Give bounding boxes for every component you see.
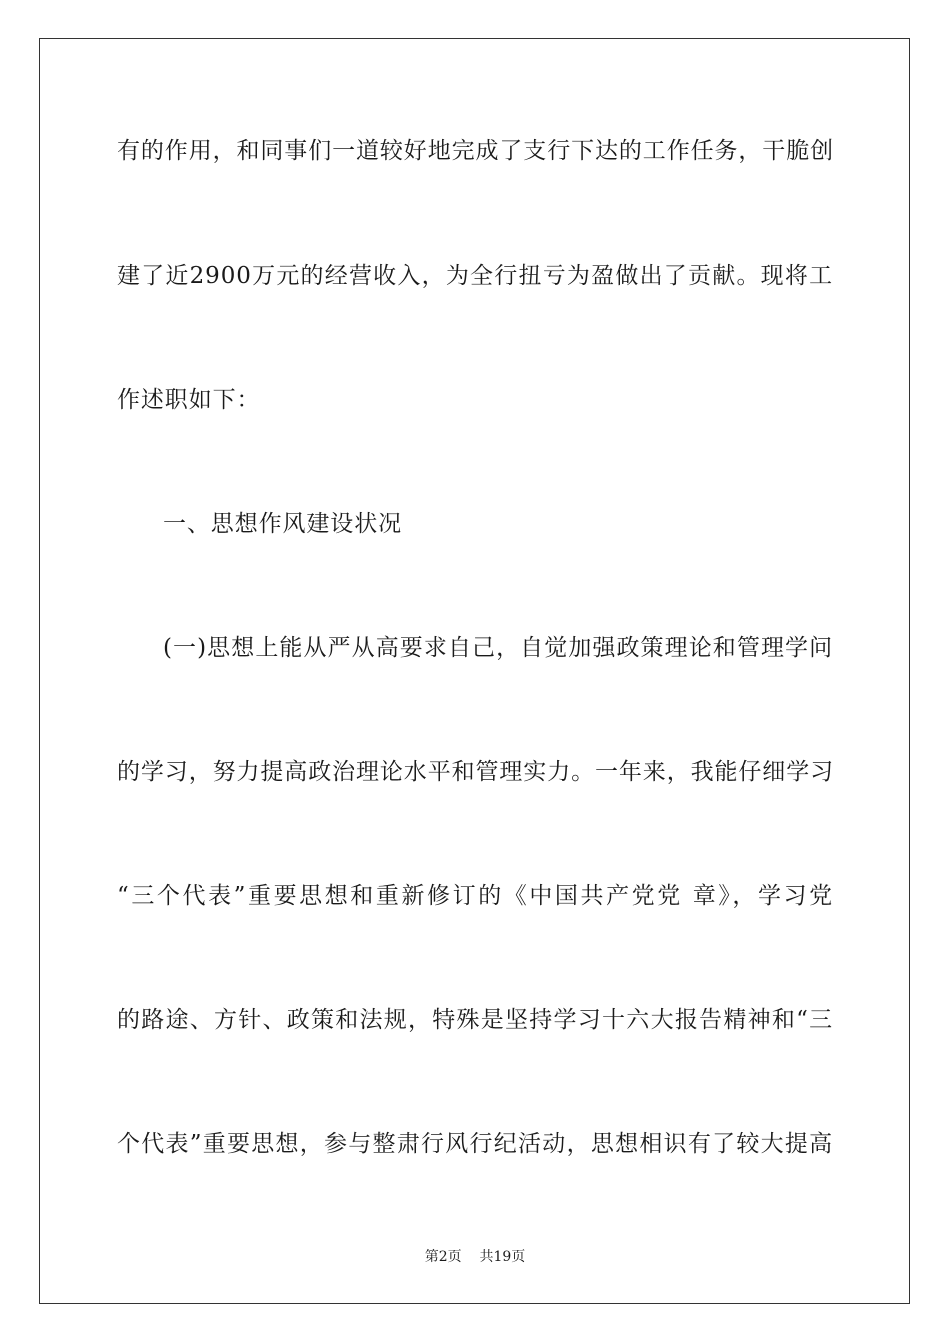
text-line-3: 作述职如下：: [117, 387, 261, 413]
text-line-2: 建了近2900万元的经营收入，为全行扭亏为盈做出了贡献。现将工: [117, 263, 833, 289]
page-frame: [39, 38, 910, 1304]
section-heading: 一、思想作风建设状况: [163, 511, 402, 537]
text-line-6: 的学习，努力提高政治理论水平和管理实力。一年来，我能仔细学习: [117, 759, 834, 785]
text-line-1: 有的作用，和同事们一道较好地完成了支行下达的工作任务，干脆创: [117, 138, 834, 164]
text-line-8: 的路途、方针、政策和法规，特殊是坚持学习十六大报告精神和“三: [117, 1007, 833, 1033]
text-line-7: “三个代表”重要思想和重新修订的《中国共产党党 章》，学习党: [117, 883, 833, 909]
text-line-9: 个代表”重要思想，参与整肃行风行纪活动，思想相识有了较大提高: [117, 1131, 833, 1157]
text-line-5: (一)思想上能从严从高要求自己，自觉加强政策理论和管理学问: [163, 635, 833, 661]
page-number-footer: 第2页 共19页: [424, 1249, 526, 1265]
